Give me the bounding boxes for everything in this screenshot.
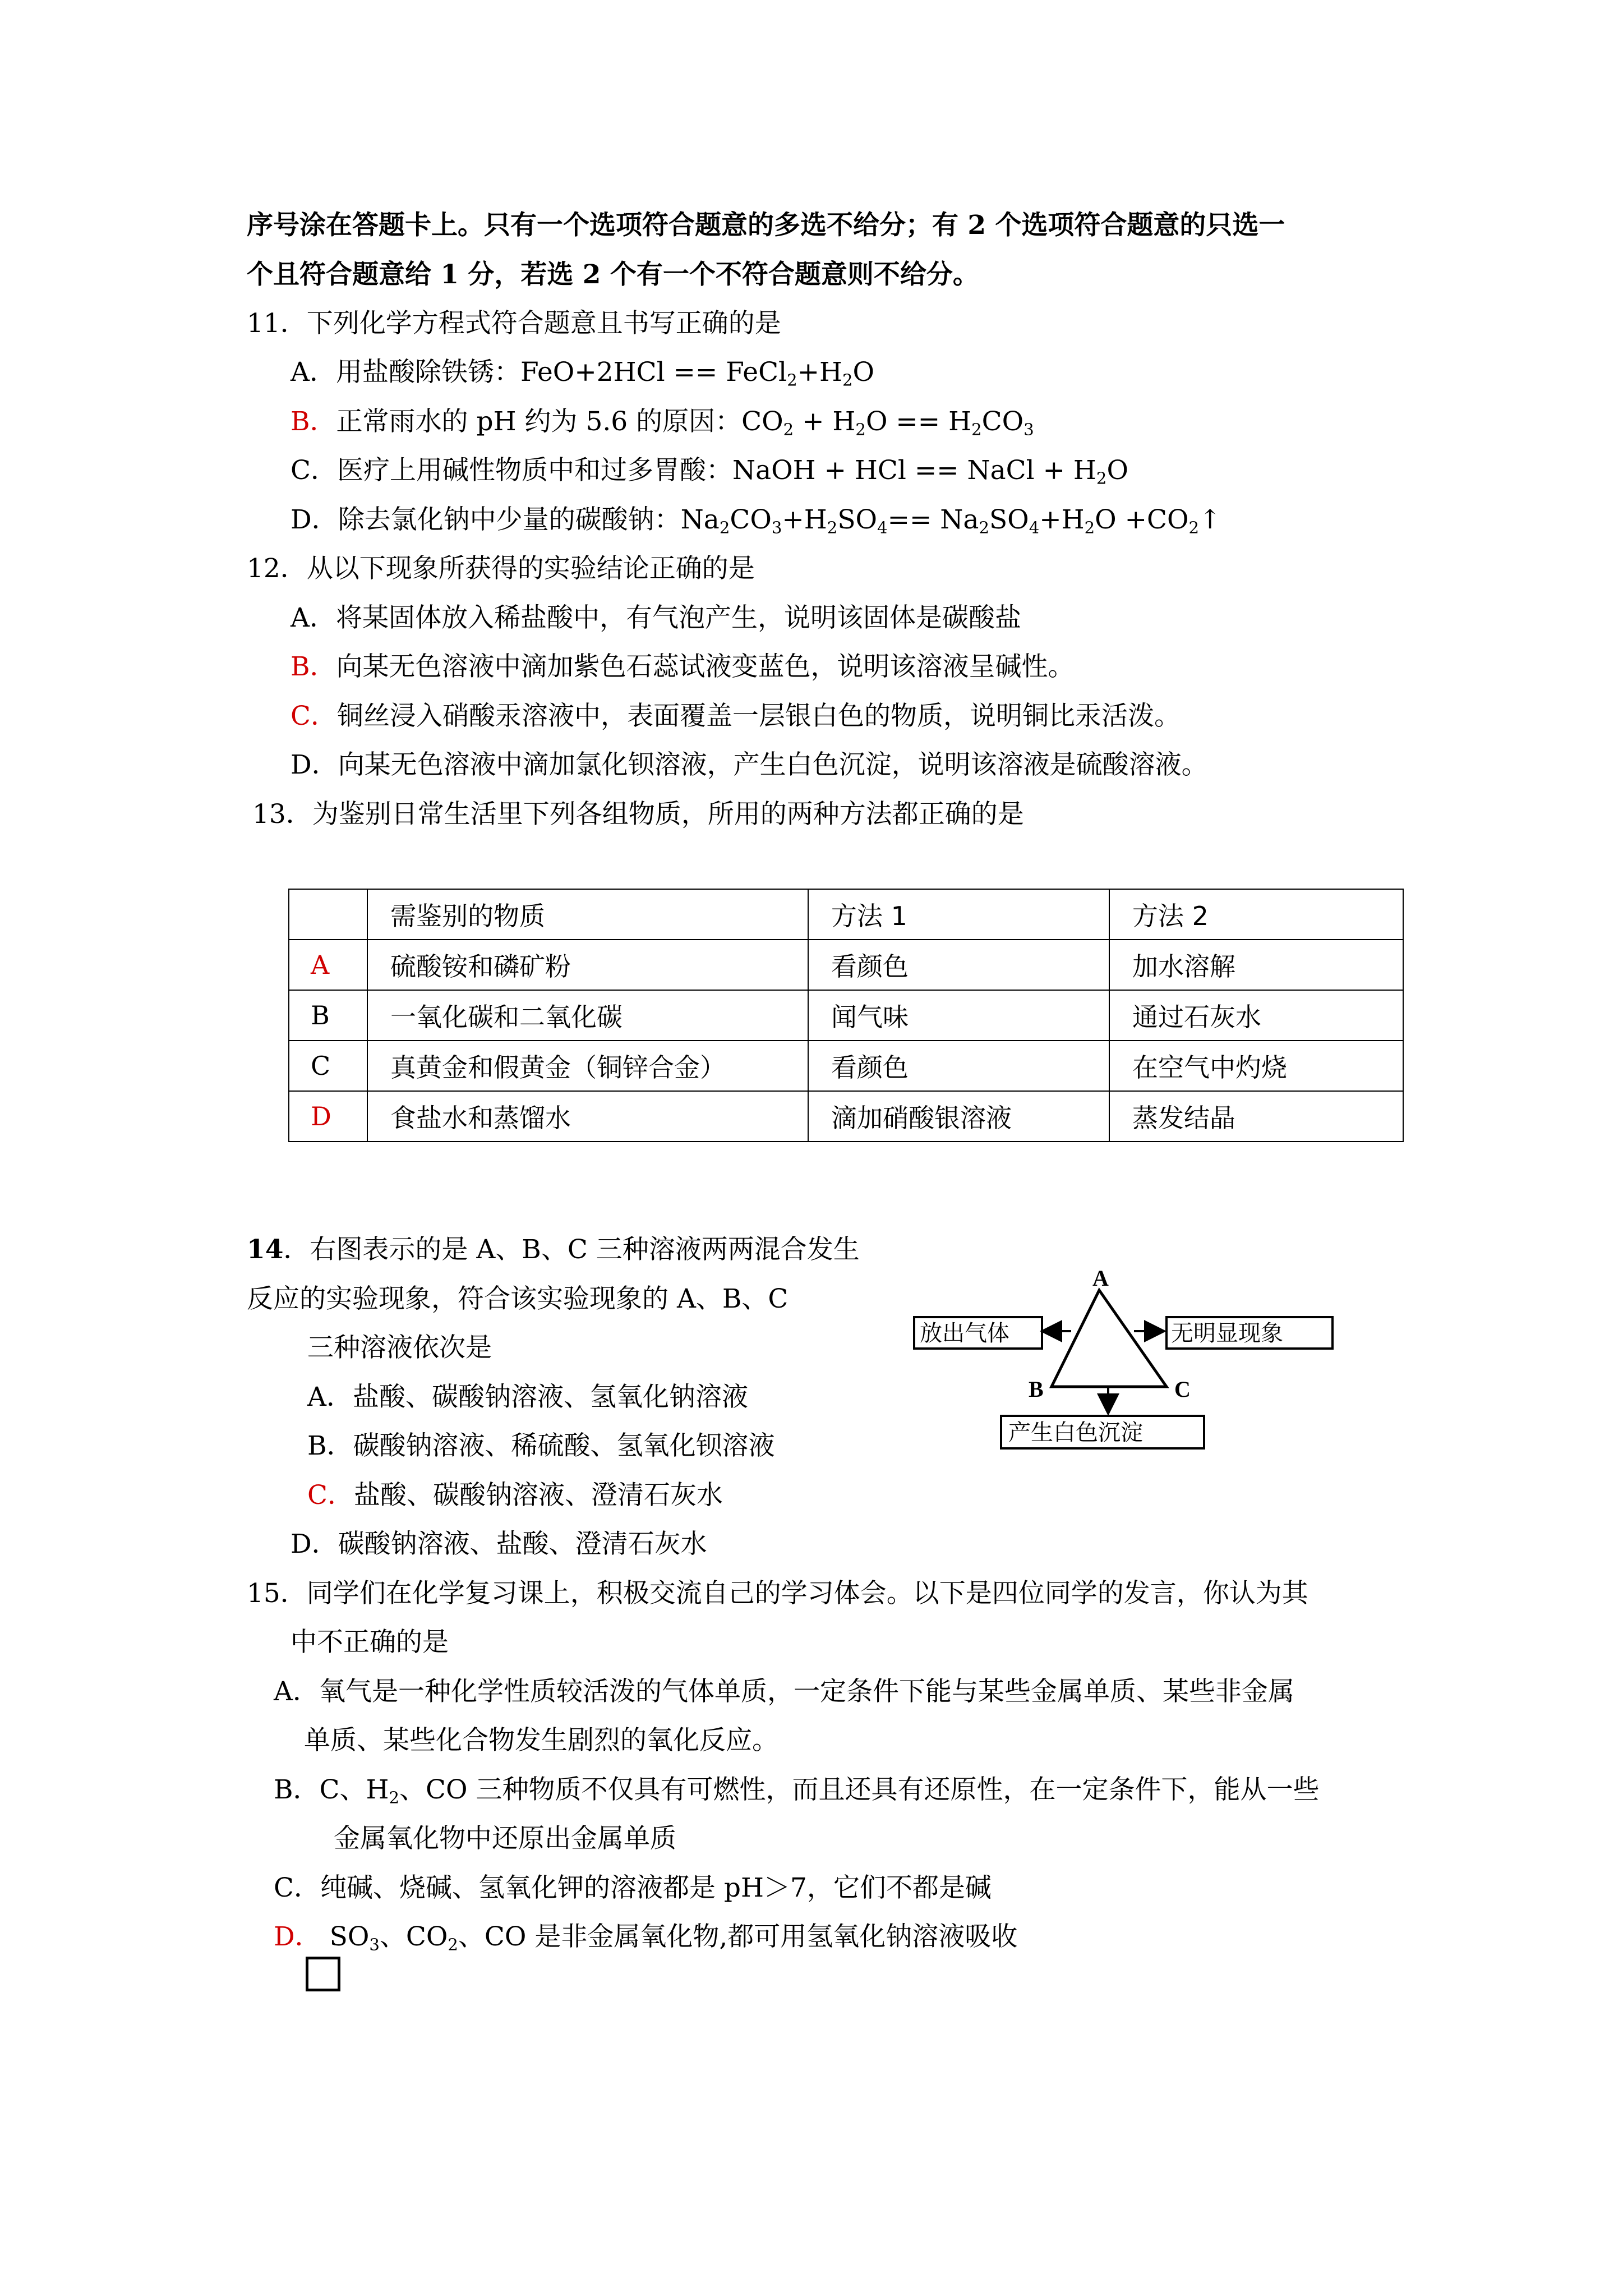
table-cell: 硫酸铵和磷矿粉: [367, 940, 808, 990]
q12-option-c: C．铜丝浸入硝酸汞溶液中，表面覆盖一层银白色的物质，说明铜比汞活泼。: [291, 701, 1181, 731]
table-row: [289, 990, 1403, 1041]
q15-option-b-cont: 金属氧化物中还原出金属单质: [334, 1823, 676, 1854]
option-letter: A．: [307, 1382, 353, 1412]
option-letter: C．: [291, 701, 337, 731]
option-letter: D．: [291, 749, 338, 780]
q15-option-a-cont: 单质、某些化合物发生剧烈的氧化反应。: [304, 1725, 778, 1756]
table-cell: 在空气中灼烧: [1109, 1041, 1403, 1091]
option-letter: B．: [307, 1430, 353, 1461]
q14-number: 14: [247, 1234, 284, 1265]
q15-option-d: D． $SO_3$、$CO_2$、CO 是非金属氧化物,都可用氢氧化钠溶液吸收: [274, 1921, 1018, 1954]
option-letter: B．: [291, 651, 336, 682]
option-letter: A．: [274, 1676, 319, 1707]
option-letter: D．: [291, 1529, 338, 1559]
table-row: [289, 1091, 1403, 1142]
q11-option-c: C．医疗上用碱性物质中和过多胃酸：NaOH + HCl == NaCl + $H_2O$: [291, 455, 1128, 488]
q15-option-b: B．C、$H_2$、CO 三种物质不仅具有可燃性，而且还具有还原性，在一定条件下，能从一些: [274, 1774, 1320, 1807]
option-letter: B．: [291, 406, 336, 437]
q11-stem: 11．下列化学方程式符合题意且书写正确的是: [247, 308, 781, 339]
q14-stem-line-3: 三种溶液依次是: [307, 1332, 492, 1363]
option-letter: A．: [291, 357, 336, 388]
q14-stem-line-1: 14．右图表示的是 A、B、C 三种溶液两两混合发生: [247, 1234, 860, 1265]
reaction-triangle-diagram: [903, 1262, 1340, 1470]
q11-option-d: D．除去氯化钠中少量的碳酸钠：$Na_2CO_3+H_2SO_4== Na_2SO_4+H_2O$ $+CO_2↑$: [291, 504, 1221, 537]
table-cell: 加水溶解: [1109, 940, 1403, 990]
table-cell: 真黄金和假黄金（铜锌合金）: [367, 1041, 808, 1091]
q14-option-b: B．碳酸钠溶液、稀硫酸、氢氧化钡溶液: [307, 1430, 775, 1461]
q13-table: [288, 889, 1404, 1142]
q14-stem-line-2: 反应的实验现象，符合该实验现象的 A、B、C: [247, 1283, 789, 1314]
table-cell: 闻气味: [808, 990, 1109, 1041]
node-c-label: C: [1174, 1377, 1191, 1402]
table-header-cell: [289, 889, 367, 940]
table-cell: 蒸发结晶: [1109, 1091, 1403, 1142]
table-header-cell: 需鉴别的物质: [367, 889, 808, 940]
node-a-label: A: [1092, 1266, 1109, 1291]
q12-option-d: D．向某无色溶液中滴加氯化钡溶液，产生白色沉淀，说明该溶液是硫酸溶液。: [291, 749, 1208, 780]
q11-option-a: A．用盐酸除铁锈：$FeO+2HCl == FeCl_2+H_2O$: [291, 357, 875, 390]
triangle-shape: [1052, 1290, 1166, 1387]
table-cell: 通过石灰水: [1109, 990, 1403, 1041]
label-ab: 放出气体: [920, 1320, 1009, 1346]
option-letter: C．: [274, 1872, 320, 1903]
table-cell: 一氧化碳和二氧化碳: [367, 990, 808, 1041]
option-letter: C．: [291, 455, 337, 486]
row-label: B: [289, 990, 367, 1041]
q14-option-c: C．盐酸、碳酸钠溶液、澄清石灰水: [307, 1480, 723, 1511]
row-label: C: [289, 1041, 367, 1091]
intro-line-1: 序号涂在答题卡上。只有一个选项符合题意的多选不给分；有 2 个选项符合题意的只选一: [247, 210, 1285, 241]
table-header-row: [289, 889, 1403, 940]
table-cell: 食盐水和蒸馏水: [367, 1091, 808, 1142]
intro-line-2: 个且符合题意给 1 分，若选 2 个有一个不符合题意则不给分。: [247, 259, 979, 290]
q13-stem: 13．为鉴别日常生活里下列各组物质，所用的两种方法都正确的是: [252, 799, 1024, 830]
q14-option-a: A．盐酸、碳酸钠溶液、氢氧化钠溶液: [307, 1382, 748, 1412]
option-letter: A．: [291, 602, 336, 633]
table-header-cell: 方法 1: [808, 889, 1109, 940]
option-letter: C．: [307, 1480, 354, 1511]
q15-stem-line-2: 中不正确的是: [291, 1627, 449, 1658]
q11-option-b: B．正常雨水的 pH 约为 5.6 的原因：$CO_2 + H_2O == H_2CO_3$: [291, 406, 1034, 439]
q15-option-c: C．纯碱、烧碱、氢氧化钾的溶液都是 pH＞7，它们不都是碱: [274, 1872, 992, 1903]
label-bc: 产生白色沉淀: [1008, 1420, 1143, 1446]
row-label: A: [289, 940, 367, 990]
square-box-icon: [306, 1957, 340, 1991]
option-letter: D．: [274, 1921, 321, 1952]
q12-option-b: B．向某无色溶液中滴加紫色石蕊试液变蓝色，说明该溶液呈碱性。: [291, 651, 1075, 682]
option-letter: D．: [291, 504, 338, 535]
table-row: [289, 1041, 1403, 1091]
q12-option-a: A．将某固体放入稀盐酸中，有气泡产生，说明该固体是碳酸盐: [291, 602, 1021, 633]
option-letter: B．: [274, 1774, 320, 1805]
table-header-cell: 方法 2: [1109, 889, 1403, 940]
table-cell: 滴加硝酸银溶液: [808, 1091, 1109, 1142]
row-label: D: [289, 1091, 367, 1142]
q14-option-d: D．碳酸钠溶液、盐酸、澄清石灰水: [291, 1529, 707, 1559]
table-row: [289, 940, 1403, 990]
table-cell: 看颜色: [808, 940, 1109, 990]
q15-stem-line-1: 15．同学们在化学复习课上，积极交流自己的学习体会。以下是四位同学的发言，你认为其: [247, 1578, 1308, 1609]
q12-stem: 12．从以下现象所获得的实验结论正确的是: [247, 553, 755, 584]
q15-option-a: A．氧气是一种化学性质较活泼的气体单质，一定条件下能与某些金属单质、某些非金属: [274, 1676, 1294, 1707]
node-b-label: B: [1029, 1377, 1044, 1402]
table-cell: 看颜色: [808, 1041, 1109, 1091]
label-ac: 无明显现象: [1171, 1320, 1283, 1346]
